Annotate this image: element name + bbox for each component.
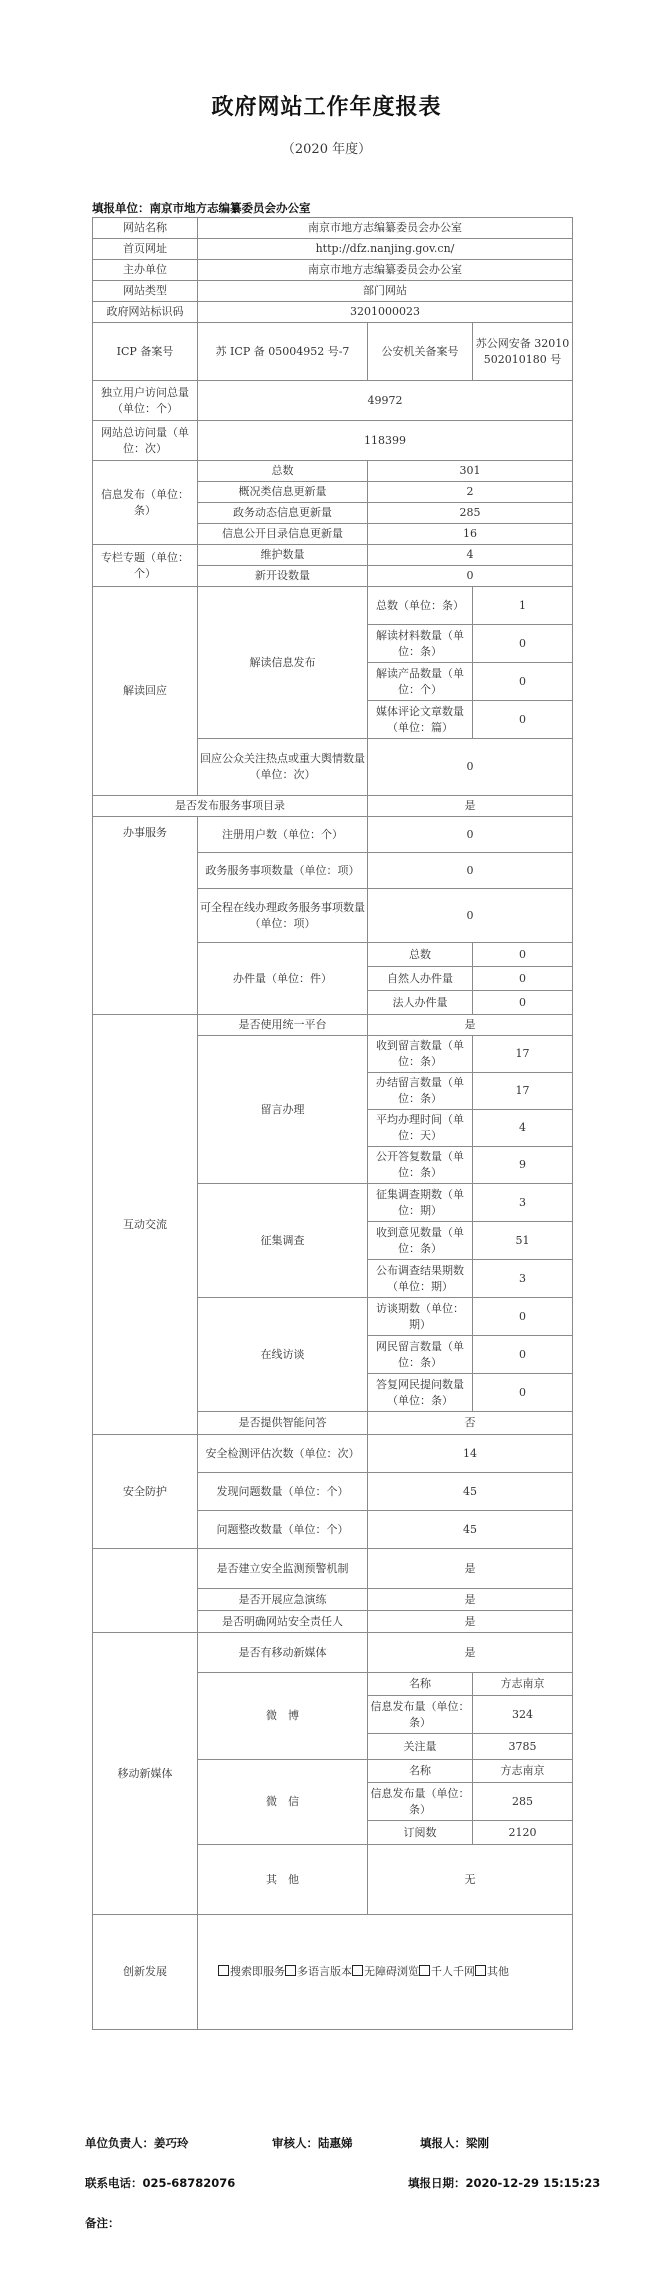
service-vol-legal-value: 0 [473,991,573,1015]
footer-filler: 填报人：梁刚 [420,2136,489,2150]
info-total-value: 301 [368,461,573,482]
column-group-label: 专栏专题（单位：个） [93,545,198,587]
msg-done-value: 17 [473,1073,573,1110]
option-search[interactable]: 搜索即服务 [218,1965,285,1978]
smart-label: 是否提供智能问答 [198,1412,368,1435]
wb-name-value: 方志南京 [473,1673,573,1696]
report-table [92,217,573,2030]
row-sec-monitor [93,1549,573,1589]
option-personalized[interactable]: 千人千网 [419,1965,475,1978]
checkbox-icon[interactable] [419,1965,430,1976]
mobile-has-label: 是否有移动新媒体 [198,1633,368,1673]
sec-owner-label: 是否明确网站安全责任人 [198,1611,368,1633]
interpret-media-value: 0 [473,701,573,739]
info-overview-label: 概况类信息更新量 [198,482,368,503]
pv-label: 网站总访问量（单位：次） [93,421,198,461]
interpret-hot-value: 0 [368,739,573,796]
police-value: 苏公网安备 32010502010180 号 [473,323,573,381]
column-maintain-label: 维护数量 [198,545,368,566]
msg-done-label: 办结留言数量（单位：条） [368,1073,473,1110]
row-service-catalog [93,796,573,817]
option-accessible[interactable]: 无障碍浏览 [352,1965,419,1978]
wx-name-label: 名称 [368,1760,473,1783]
service-vol-person-value: 0 [473,967,573,991]
mobile-group-label: 移动新媒体 [93,1633,198,1915]
service-group-label: 办事服务 [93,817,198,1015]
talk-ans-label: 答复网民提问数量（单位：条） [368,1374,473,1412]
service-users-value: 0 [368,817,573,853]
msg-recv-value: 17 [473,1036,573,1073]
wb-fans-label: 关注量 [368,1734,473,1760]
home-label: 首页网址 [93,239,198,260]
uv-value: 49972 [198,381,573,421]
msg-avg-label: 平均办理时间（单位：天） [368,1110,473,1147]
row-interact-platform [93,1015,573,1036]
interpret-material-value: 0 [473,625,573,663]
police-label: 公安机关备案号 [368,323,473,381]
type-value: 部门网站 [198,281,573,302]
interpret-group-label: 解读回应 [93,587,198,796]
option-multilang[interactable]: 多语言版本 [285,1965,352,1978]
interact-platform-label: 是否使用统一平台 [198,1015,368,1036]
survey-group-label: 征集调查 [198,1184,368,1298]
column-new-label: 新开设数量 [198,566,368,587]
wx-name-value: 方志南京 [473,1760,573,1783]
info-catalog-label: 信息公开目录信息更新量 [198,524,368,545]
checkbox-icon[interactable] [218,1965,229,1976]
sec-fixed-label: 问题整改数量（单位：个） [198,1511,368,1549]
site-name-label: 网站名称 [93,218,198,239]
footer-leader: 单位负责人：姜巧玲 [85,2136,189,2150]
msg-group-label: 留言办理 [198,1036,368,1184]
pv-value: 118399 [198,421,573,461]
sec-found-label: 发现问题数量（单位：个） [198,1473,368,1511]
survey-res-label: 公布调查结果期数（单位：期） [368,1260,473,1298]
service-items-label: 政务服务事项数量（单位：项） [198,853,368,889]
row-type [93,281,573,302]
service-users-label: 注册用户数（单位：个） [198,817,368,853]
info-catalog-value: 16 [368,524,573,545]
interpret-material-label: 解读材料数量（单位：条） [368,625,473,663]
icp-label: ICP 备案号 [93,323,198,381]
sec-fixed-value: 45 [368,1511,573,1549]
sec-monitor-label: 是否建立安全监测预警机制 [198,1549,368,1589]
row-service-users [93,817,573,853]
sec-monitor-value: 是 [368,1549,573,1589]
service-online-value: 0 [368,889,573,943]
row-site-name [93,218,573,239]
talk-cnt-label: 访谈期数（单位：期） [368,1298,473,1336]
survey-cnt-value: 3 [473,1184,573,1222]
talk-group-label: 在线访谈 [198,1298,368,1412]
column-new-value: 0 [368,566,573,587]
interpret-product-value: 0 [473,663,573,701]
msg-pub-value: 9 [473,1147,573,1184]
service-volume-label: 办件量（单位：件） [198,943,368,1015]
service-catalog-value: 是 [368,796,573,817]
interact-platform-value: 是 [368,1015,573,1036]
sec-eval-value: 14 [368,1435,573,1473]
security-blank-cell [93,1549,198,1633]
column-maintain-value: 4 [368,545,573,566]
uv-label: 独立用户访问总量（单位：个） [93,381,198,421]
wx-pub-label: 信息发布量（单位：条） [368,1783,473,1821]
id-label: 政府网站标识码 [93,302,198,323]
service-items-value: 0 [368,853,573,889]
interpret-publish-label: 解读信息发布 [198,587,368,739]
wx-pub-value: 285 [473,1783,573,1821]
info-group-label: 信息发布（单位：条） [93,461,198,545]
info-overview-value: 2 [368,482,573,503]
wechat-label: 微 信 [198,1760,368,1845]
footer-note: 备注： [85,2216,120,2230]
row-id [93,302,573,323]
host-value: 南京市地方志编纂委员会办公室 [198,260,573,281]
footer-phone: 联系电话：025-68782076 [85,2176,236,2190]
type-label: 网站类型 [93,281,198,302]
info-dynamic-value: 285 [368,503,573,524]
sec-eval-label: 安全检测评估次数（单位：次） [198,1435,368,1473]
row-sec-eval [93,1435,573,1473]
row-info-total [93,461,573,482]
other-label: 其 他 [198,1845,368,1915]
interpret-product-label: 解读产品数量（单位：个） [368,663,473,701]
row-interpret-total [93,587,573,625]
row-uv [93,381,573,421]
talk-ans-value: 0 [473,1374,573,1412]
survey-opin-value: 51 [473,1222,573,1260]
checkbox-icon[interactable] [285,1965,296,1976]
option-other[interactable]: 其他 [475,1965,509,1978]
interpret-media-label: 媒体评论文章数量（单位：篇） [368,701,473,739]
report-year: （2020 年度） [281,142,372,157]
interact-group-label: 互动交流 [93,1015,198,1435]
sec-drill-label: 是否开展应急演练 [198,1589,368,1611]
wb-pub-value: 324 [473,1696,573,1734]
wb-fans-value: 3785 [473,1734,573,1760]
info-total-label: 总数 [198,461,368,482]
service-vol-total-label: 总数 [368,943,473,967]
interpret-total-label: 总数（单位：条） [368,587,473,625]
page-title: 政府网站工作年度报表 [211,95,442,120]
filling-unit: 填报单位：南京市地方志编纂委员会办公室 [92,201,311,215]
row-host [93,260,573,281]
sec-found-value: 45 [368,1473,573,1511]
wx-sub-label: 订阅数 [368,1821,473,1845]
survey-opin-label: 收到意见数量（单位：条） [368,1222,473,1260]
interpret-total-value: 1 [473,587,573,625]
service-vol-person-label: 自然人办件量 [368,967,473,991]
info-dynamic-label: 政务动态信息更新量 [198,503,368,524]
talk-msg-label: 网民留言数量（单位：条） [368,1336,473,1374]
host-label: 主办单位 [93,260,198,281]
row-pv [93,421,573,461]
innovation-group-label: 创新发展 [93,1915,198,2030]
mobile-has-value: 是 [368,1633,573,1673]
footer-date: 填报日期：2020-12-29 15:15:23 [408,2176,601,2190]
wx-sub-value: 2120 [473,1821,573,1845]
smart-value: 否 [368,1412,573,1435]
msg-pub-label: 公开答复数量（单位：条） [368,1147,473,1184]
row-column-maintain [93,545,573,566]
survey-res-value: 3 [473,1260,573,1298]
security-group-label: 安全防护 [93,1435,198,1549]
icp-value: 苏 ICP 备 05004952 号-7 [198,323,368,381]
wb-pub-label: 信息发布量（单位：条） [368,1696,473,1734]
home-url[interactable]: http://dfz.nanjing.gov.cn/ [198,239,573,260]
talk-msg-value: 0 [473,1336,573,1374]
site-name-value: 南京市地方志编纂委员会办公室 [198,218,573,239]
checkbox-icon[interactable] [475,1965,486,1976]
msg-avg-value: 4 [473,1110,573,1147]
service-online-label: 可全程在线办理政务服务事项数量（单位：项） [198,889,368,943]
sec-drill-value: 是 [368,1589,573,1611]
service-vol-legal-label: 法人办件量 [368,991,473,1015]
sec-owner-value: 是 [368,1611,573,1633]
msg-recv-label: 收到留言数量（单位：条） [368,1036,473,1073]
row-innovation [93,1915,573,2030]
service-vol-total-value: 0 [473,943,573,967]
talk-cnt-value: 0 [473,1298,573,1336]
row-home [93,239,573,260]
row-icp [93,323,573,381]
innovation-options [198,1915,573,2030]
survey-cnt-label: 征集调查期数（单位：期） [368,1184,473,1222]
interpret-hot-label: 回应公众关注热点或重大舆情数量（单位：次） [198,739,368,796]
weibo-label: 微 博 [198,1673,368,1760]
service-catalog-label: 是否发布服务事项目录 [93,796,368,817]
footer-reviewer: 审核人：陆惠娣 [272,2136,353,2150]
checkbox-icon[interactable] [352,1965,363,1976]
other-value: 无 [368,1845,573,1915]
wb-name-label: 名称 [368,1673,473,1696]
id-value: 3201000023 [198,302,573,323]
row-mobile-has [93,1633,573,1673]
